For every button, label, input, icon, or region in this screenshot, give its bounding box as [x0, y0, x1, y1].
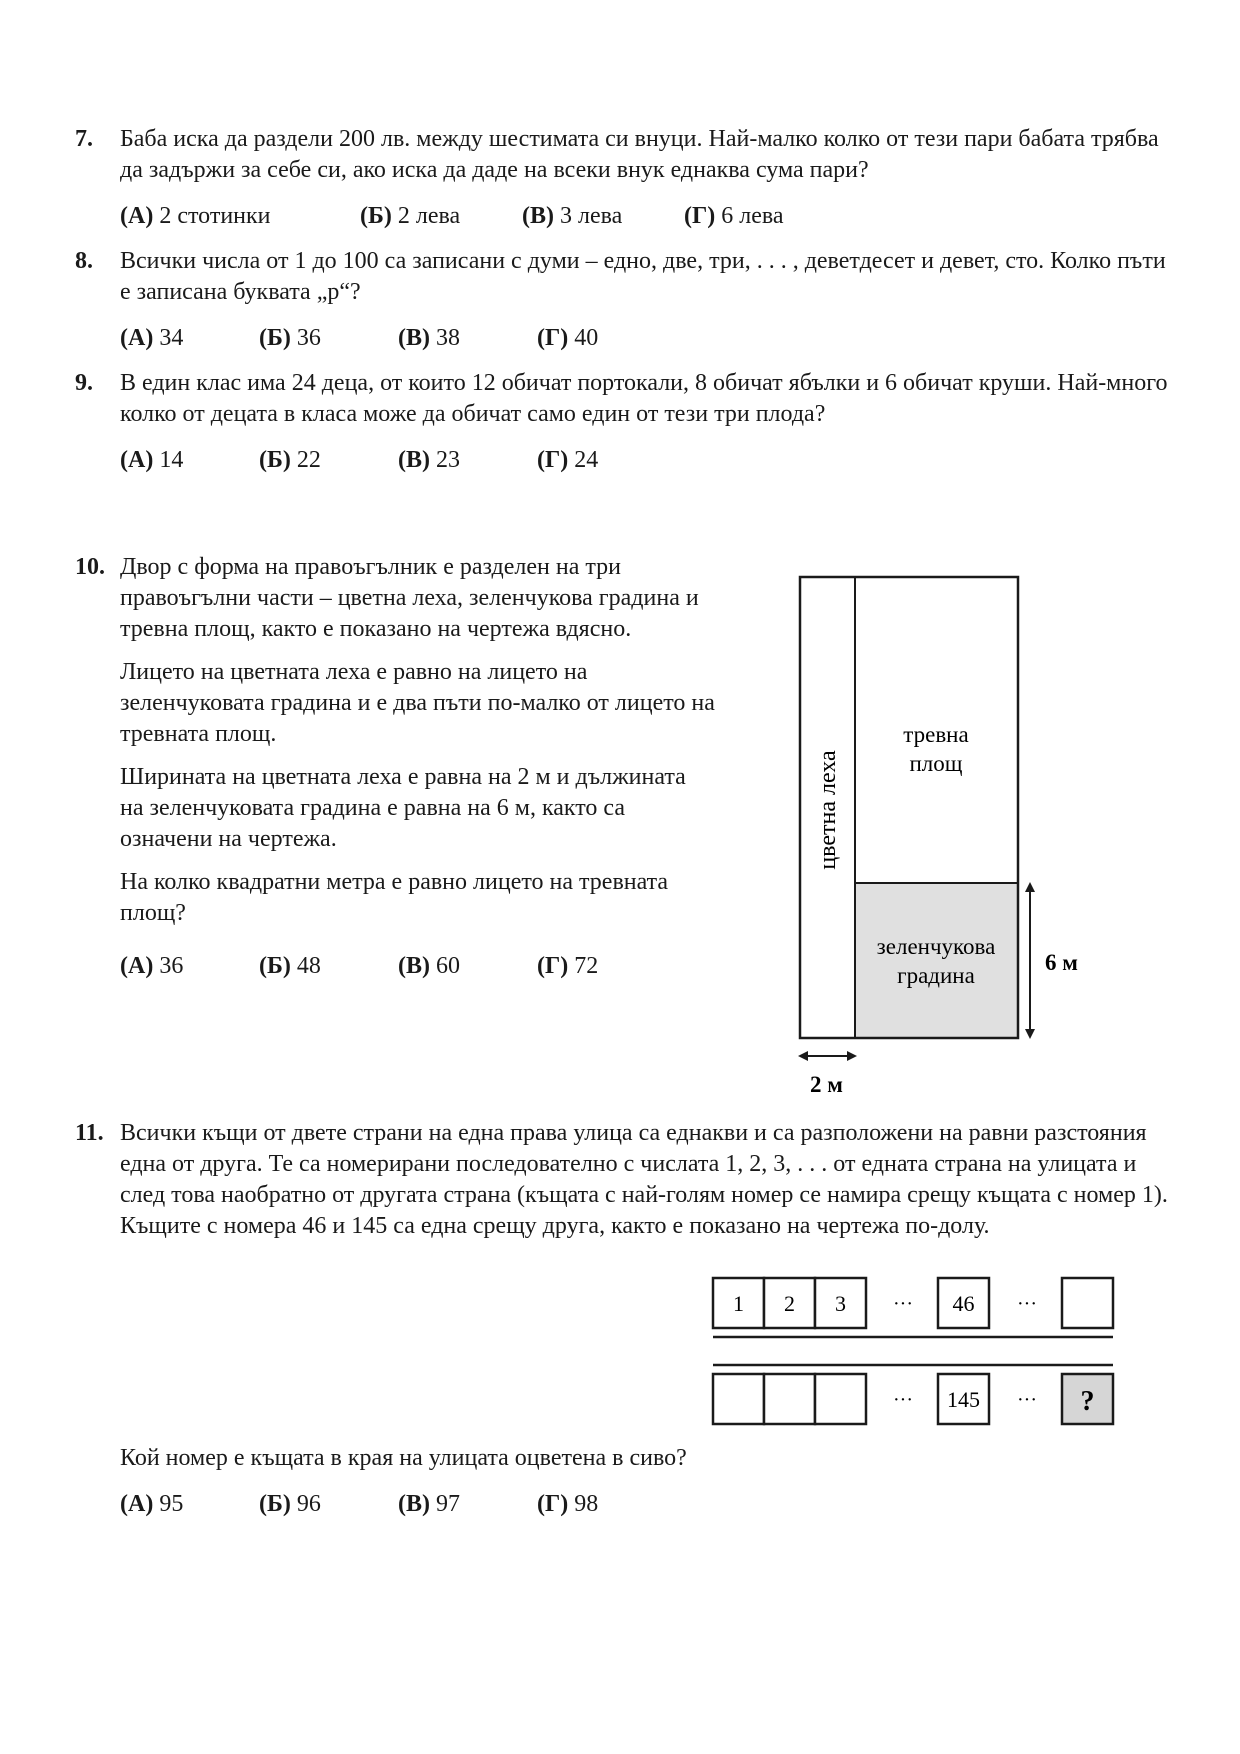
option-d[interactable]: (Г) 40 [537, 325, 599, 351]
height-label: 6 м [1045, 950, 1078, 975]
answer-options [120, 201, 1175, 232]
house-number: 2 [784, 1291, 795, 1316]
question-paragraph: Двор с форма на правоъгълник е разделен на три правоъгълни части – цветна леха, зеленчукова градина и тревна площ, както е показано на чертежа вдясно. [120, 554, 699, 642]
option-d[interactable]: (Г) 72 [537, 953, 599, 979]
grass-label-1: тревна [903, 722, 969, 747]
question-number: 10. [75, 554, 105, 580]
question-paragraph: На колко квадратни метра е равно лицето на тревната площ? [120, 869, 669, 926]
ellipsis: ··· [893, 1293, 913, 1315]
question-mark: ? [1080, 1386, 1095, 1417]
house-bottom [815, 1374, 866, 1424]
width-label: 2 м [810, 1072, 843, 1097]
option-d[interactable]: (Г) 98 [537, 1491, 599, 1517]
house-number: 46 [952, 1291, 975, 1316]
house-number: 3 [835, 1291, 846, 1316]
option-b[interactable]: (Б) 22 [259, 447, 321, 473]
ellipsis: ··· [1017, 1293, 1037, 1315]
option-d[interactable]: (Г) 6 лева [684, 203, 784, 229]
street-diagram [700, 1270, 1120, 1430]
house-number: 145 [947, 1387, 980, 1412]
question-paragraph: Лицето на цветната леха е равно на лицето на зеленчуковата градина и е два пъти по-малко от лицето на тревната площ. [120, 659, 715, 747]
answer-options [120, 323, 1175, 354]
house-end-top [1062, 1278, 1113, 1328]
ellipsis: ··· [1017, 1389, 1037, 1411]
question-paragraph: Ширината на цветната леха е равна на 2 м и дължината на зеленчуковата градина е равна на 6 м, както са означени на чертежа. [120, 764, 686, 852]
option-a[interactable]: (А) 36 [120, 953, 184, 979]
option-c[interactable]: (В) 38 [398, 325, 460, 351]
option-b[interactable]: (Б) 48 [259, 953, 321, 979]
option-b[interactable]: (Б) 96 [259, 1491, 321, 1517]
option-a[interactable]: (А) 95 [120, 1491, 184, 1517]
question-text: В един клас има 24 деца, от които 12 обичат портокали, 8 обичат ябълки и 6 обичат круши. Най-много колко от децата в класа може да обичат само един от тези три плода? [120, 370, 1168, 427]
option-d[interactable]: (Г) 24 [537, 447, 599, 473]
option-c[interactable]: (В) 23 [398, 447, 460, 473]
option-b[interactable]: (Б) 2 лева [360, 203, 461, 229]
grass-label-2: площ [909, 751, 963, 776]
option-b[interactable]: (Б) 36 [259, 325, 321, 351]
option-c[interactable]: (В) 3 лева [522, 203, 623, 229]
question-number: 11. [75, 1120, 104, 1146]
house-number: 1 [733, 1291, 744, 1316]
option-c[interactable]: (В) 97 [398, 1491, 460, 1517]
vegetable-garden [855, 883, 1018, 1038]
question-number: 9. [75, 370, 93, 396]
question-text: Кой номер е къщата в края на улицата оцветена в сиво? [120, 1445, 687, 1471]
garden-label-2: градина [897, 963, 975, 988]
option-a[interactable]: (А) 34 [120, 325, 184, 351]
question-text: Всички числа от 1 до 100 са записани с думи – едно, две, три, . . . , деветдесет и девет, сто. Колко пъти е записана буквата „р“? [120, 248, 1166, 305]
question-11-ask [75, 1443, 1175, 1520]
question-text: Всички къщи от двете страни на една права улица са еднакви и са разположени на равни разстояния една от друга. Те са номерирани последователно с числата 1, 2, 3, . . . от едната страна на улицата и след това наобратно от другата страна (къщата с най-голям номер се намира срещу къщата с номер 1). Къщите с номера 46 и 145 са една срещу друга, както е показано на чертежа по-долу. [120, 1120, 1168, 1239]
answer-options [120, 951, 715, 982]
option-a[interactable]: (А) 2 стотинки [120, 203, 271, 229]
house-bottom [764, 1374, 815, 1424]
option-a[interactable]: (А) 14 [120, 447, 184, 473]
question-11 [75, 1118, 1175, 1242]
question-7 [75, 124, 1175, 232]
question-8 [75, 246, 1175, 354]
answer-options [120, 445, 1175, 476]
option-c[interactable]: (В) 60 [398, 953, 460, 979]
house-bottom [713, 1374, 764, 1424]
ellipsis: ··· [893, 1389, 913, 1411]
answer-options [120, 1489, 1175, 1520]
garden-label-1: зеленчукова [876, 934, 996, 959]
yard-diagram [770, 560, 1110, 1100]
question-9 [75, 368, 1175, 476]
question-10 [75, 552, 715, 982]
question-number: 7. [75, 126, 93, 152]
flower-bed-label: цветна леха [815, 750, 841, 870]
question-text: Баба иска да раздели 200 лв. между шестимата си внуци. Най-малко колко от тези пари бабата трябва да задържи за себе си, ако иска да даде на всеки внук еднаква сума пари? [120, 126, 1159, 183]
question-number: 8. [75, 248, 93, 274]
